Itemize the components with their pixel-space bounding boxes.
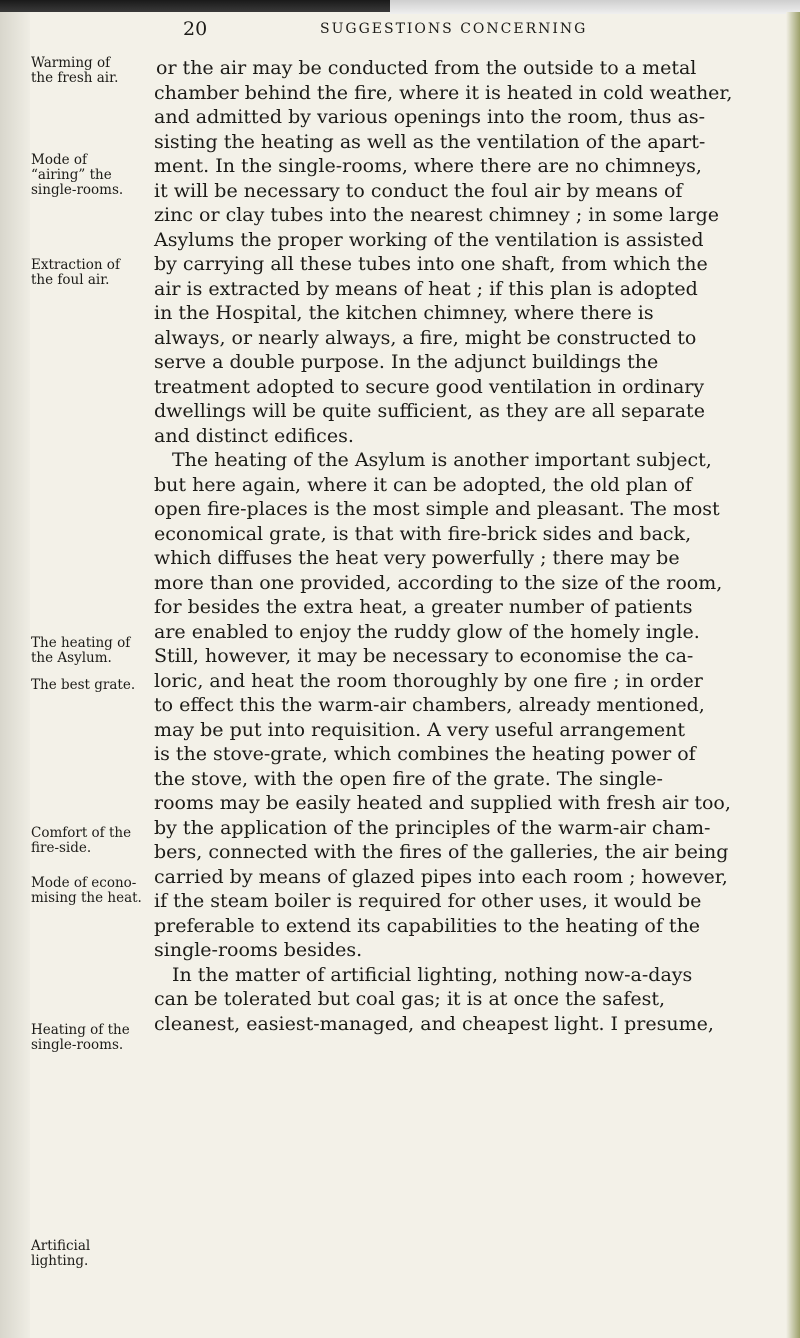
marginal-note-heating-single: Heating of the single-rooms.: [31, 1022, 130, 1053]
text-line: is the stove-grate, which combines the heating power of: [154, 743, 696, 765]
running-head: SUGGESTIONS CONCERNING: [320, 21, 588, 37]
text-line: and distinct edifices.: [154, 424, 354, 447]
marginal-note-artificial: Artificial lighting.: [31, 1238, 91, 1269]
text-line: The heating of the Asylum is another important subject,: [172, 449, 712, 471]
text-line: by carrying all these tubes into one shaft, from which the: [154, 253, 708, 275]
text-line: economical grate, is that with fire-brick sides and back,: [154, 522, 692, 545]
text-line: Asylums the proper working of the ventilation is assisted: [154, 228, 704, 251]
text-line: loric, and heat the room thoroughly by one fire ; in order: [154, 669, 703, 692]
marginal-note-best-grate: The best grate.: [31, 677, 136, 693]
text-line: but here again, where it can be adopted, the old plan of: [154, 473, 693, 496]
text-line: open fire-places is the most simple and pleasant. The most: [154, 498, 720, 520]
page-header: [0, 18, 800, 38]
text-line: in the Hospital, the kitchen chimney, where there is: [154, 302, 654, 324]
text-line: are enabled to enjoy the ruddy glow of the homely ingle.: [154, 620, 700, 643]
text-line: for besides the extra heat, a greater number of patients: [154, 596, 693, 618]
text-line: dwellings will be quite sufficient, as they are all separate: [154, 400, 705, 422]
text-line: it will be necessary to conduct the foul air by means of: [154, 179, 683, 202]
text-line: sisting the heating as well as the ventilation of the apart-: [154, 130, 706, 153]
text-line: if the steam boiler is required for other uses, it would be: [154, 890, 702, 912]
text-line: ment. In the single-rooms, where there are no chimneys,: [154, 155, 702, 177]
text-line: bers, connected with the fires of the galleries, the air being: [154, 841, 729, 863]
text-line: Still, however, it may be necessary to economise the ca-: [154, 645, 694, 667]
text-line: cleanest, easiest-managed, and cheapest light. I presume,: [154, 1012, 714, 1035]
text-line: by the application of the principles of the warm-air cham-: [154, 816, 711, 839]
text-line: always, or nearly always, a fire, might be constructed to: [154, 326, 697, 349]
text-line: air is extracted by means of heat ; if this plan is adopted: [154, 277, 698, 300]
text-line: can be tolerated but coal gas; it is at once the safest,: [154, 988, 666, 1010]
text-line: or the air may be conducted from the outside to a metal: [156, 57, 697, 79]
marginal-note-extraction: Extraction of the foul air.: [31, 257, 120, 288]
marginal-note-warming: Warming of the fresh air.: [31, 55, 119, 86]
marginal-note-economising: Mode of econo- mising the heat.: [31, 875, 142, 906]
text-line: serve a double purpose. In the adjunct buildings the: [154, 351, 659, 373]
page-left-edge: [0, 12, 30, 1338]
text-line: may be put into requisition. A very useful arrangement: [154, 718, 685, 741]
scan-top-light-border: [390, 0, 800, 14]
marginal-note-heating-asylum: The heating of the Asylum.: [31, 635, 131, 666]
text-line: and admitted by various openings into the room, thus as-: [154, 106, 706, 128]
text-line: to effect this the warm-air chambers, already mentioned,: [154, 694, 705, 716]
text-line: chamber behind the fire, where it is heated in cold weather,: [154, 81, 733, 104]
page-right-edge: [786, 12, 800, 1338]
text-line: which diffuses the heat very powerfully ; there may be: [154, 547, 680, 569]
text-line: rooms may be easily heated and supplied with fresh air too,: [154, 792, 731, 814]
text-line: the stove, with the open fire of the grate. The single-: [154, 767, 663, 790]
text-line: zinc or clay tubes into the nearest chimney ; in some large: [154, 204, 719, 226]
text-line: treatment adopted to secure good ventilation in ordinary: [154, 375, 705, 398]
text-line: more than one provided, according to the size of the room,: [154, 571, 723, 594]
text-line: single-rooms besides.: [154, 939, 363, 961]
text-line: carried by means of glazed pipes into each room ; however,: [154, 865, 728, 888]
marginal-note-airing: Mode of “airing” the single-rooms.: [31, 152, 124, 198]
text-line: preferable to extend its capabilities to the heating of the: [154, 914, 701, 937]
text-line: In the matter of artificial lighting, nothing now-a-days: [172, 963, 693, 986]
page-number: 20: [183, 18, 208, 40]
marginal-note-comfort: Comfort of the fire-side.: [31, 825, 132, 856]
